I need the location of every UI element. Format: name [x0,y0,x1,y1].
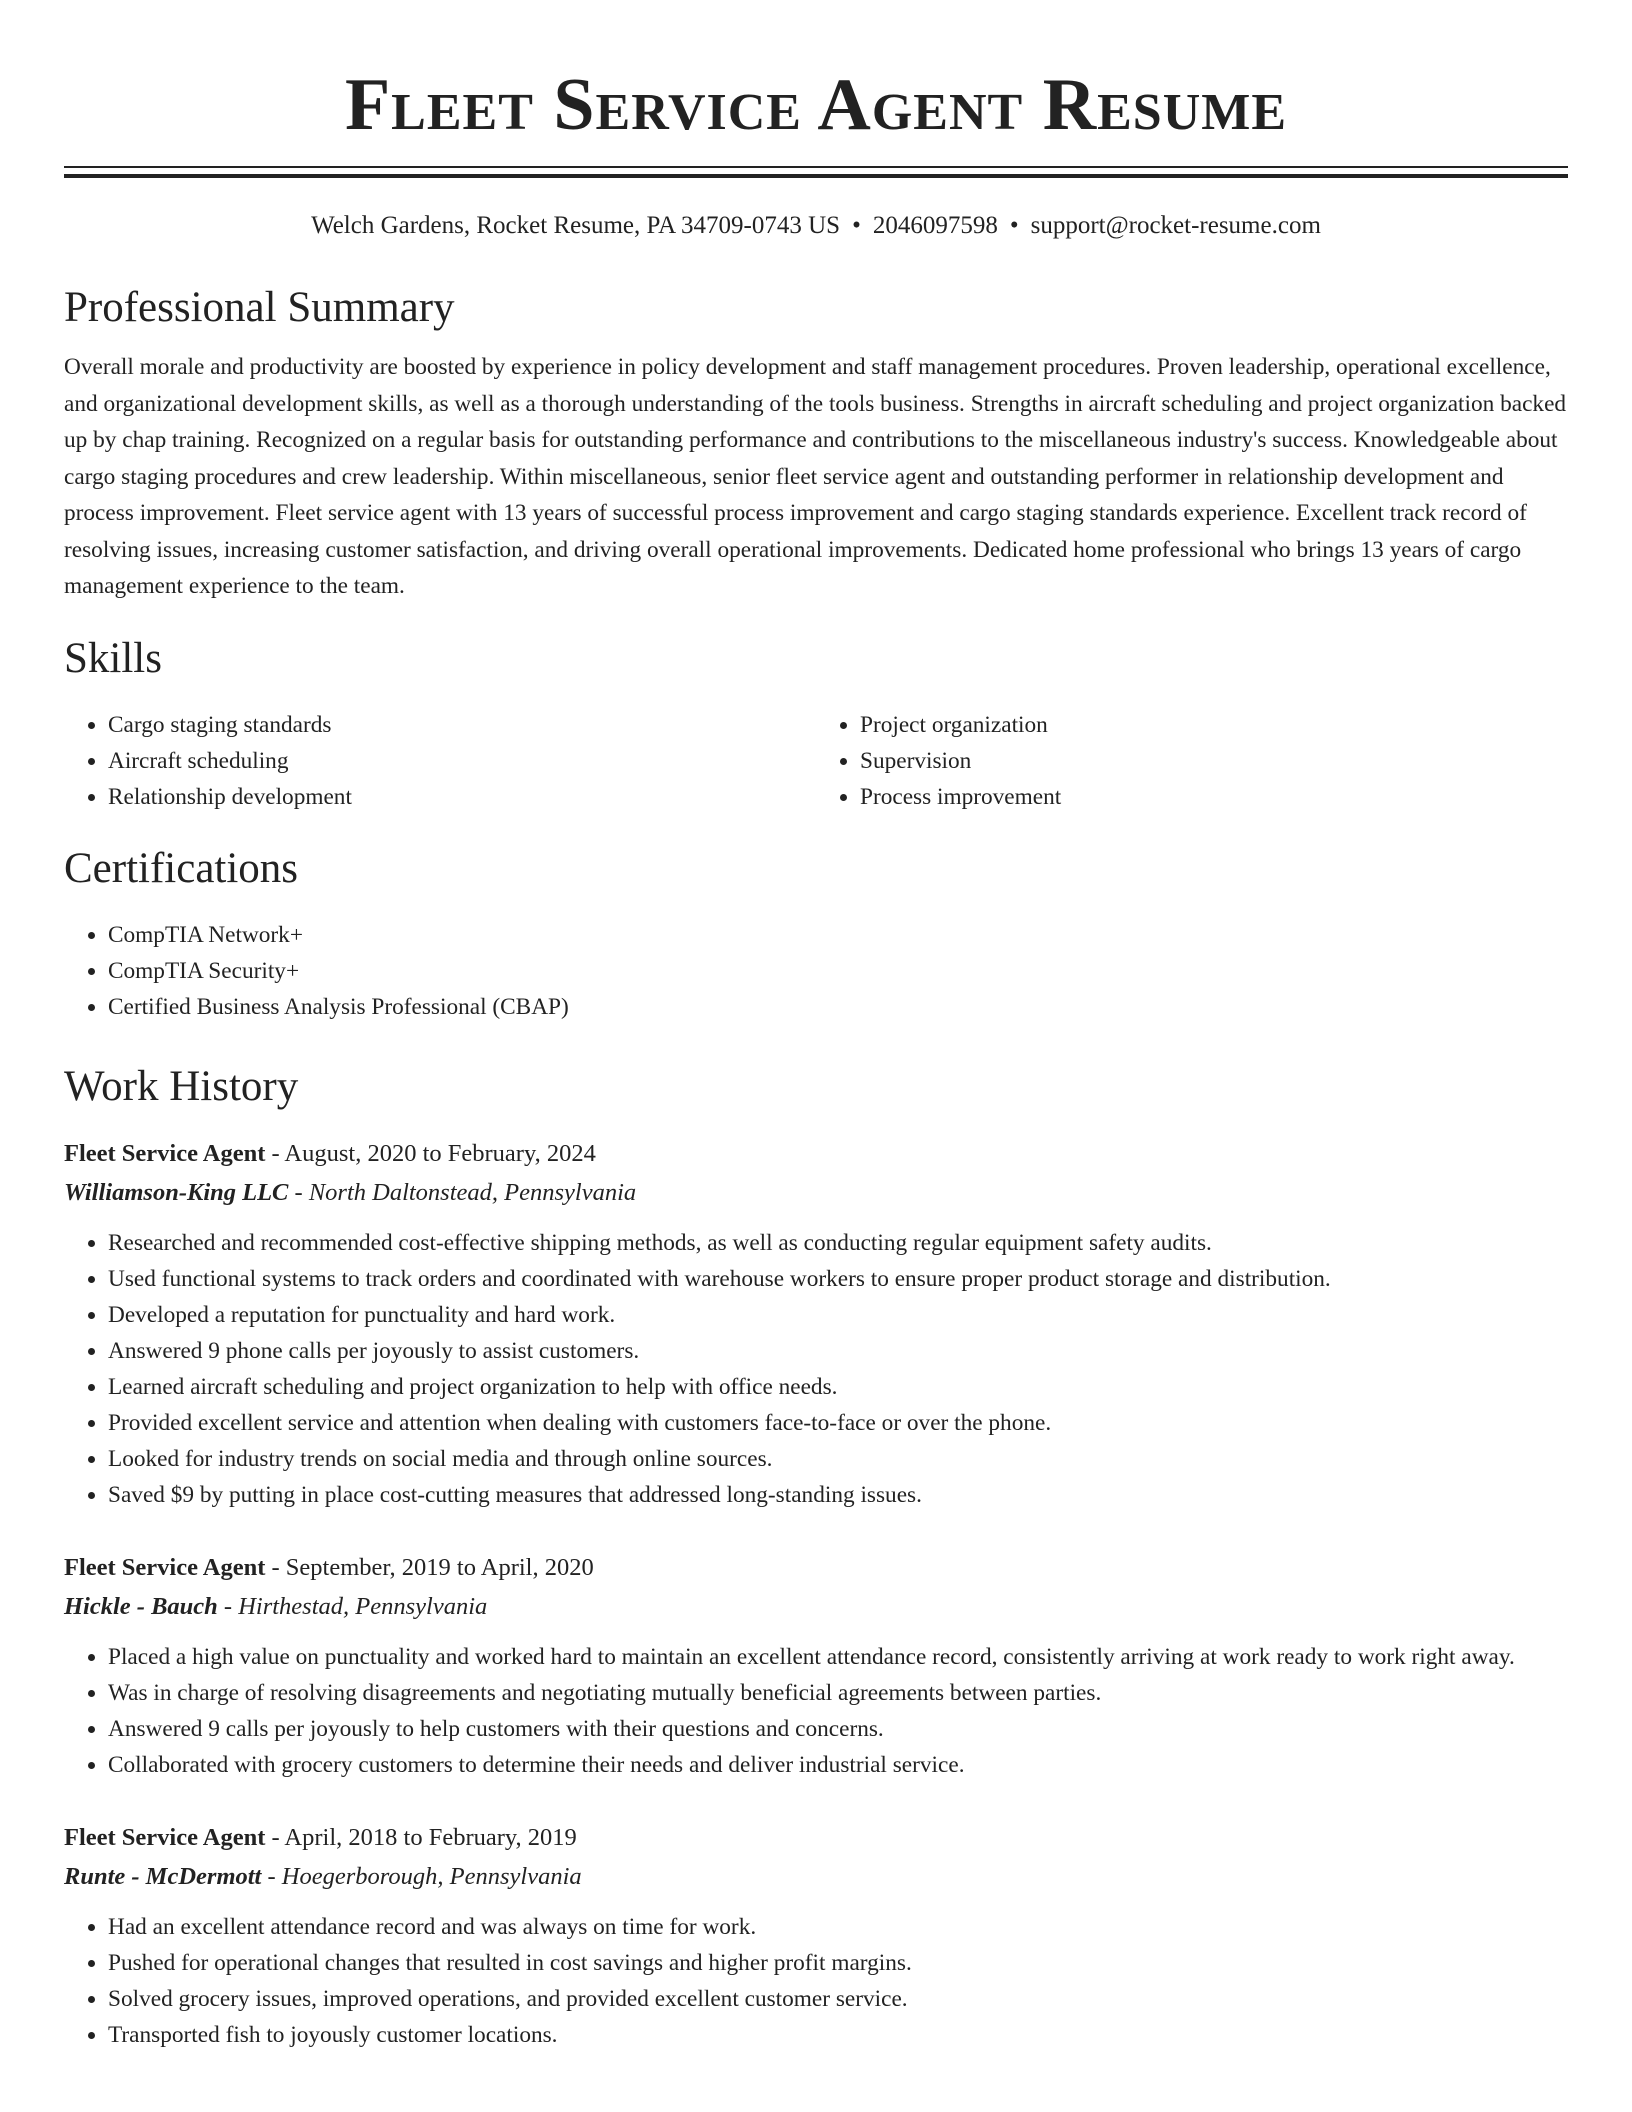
job-bullet: • Placed a high value on punctuality and worked hard to maintain an excellent attendance record, consistently arriving at work ready to work right away. [108,1639,1568,1675]
job-bullet: • Pushed for operational changes that resulted in cost savings and higher profit margins. [108,1945,1568,1981]
job-company-line [64,1587,1568,1627]
job-bullets [64,1225,1568,1513]
job-bullets [64,1639,1568,1783]
job-role: Fleet Service Agent [64,1823,266,1851]
job-title-line [64,1135,1568,1173]
job-bullet: • Answered 9 phone calls per joyously to assist customers. [108,1333,1568,1369]
job-bullet: • Saved $9 by putting in place cost-cutting measures that addressed long-standing issues. [108,1477,1568,1513]
job-dates: - August, 2020 to February, 2024 [265,1139,596,1167]
job-entry [64,1549,1568,1783]
job-bullet: • Learned aircraft scheduling and project organization to help with office needs. [108,1369,1568,1405]
job-bullet: • Was in charge of resolving disagreements and negotiating mutually beneficial agreements between parties. [108,1675,1568,1711]
contact-line [64,210,1568,242]
title-divider-thin [64,166,1568,168]
certification-item: • CompTIA Security+ [108,953,1568,989]
job-company-line [64,1173,1568,1213]
job-bullet: • Collaborated with grocery customers to determine their needs and deliver industrial service. [108,1747,1568,1783]
job-bullet: • Transported fish to joyously customer locations. [108,2017,1568,2053]
job-entry [64,1135,1568,1513]
skill-item: • Process improvement [860,779,1568,815]
job-location: - Hirthestad, Pennsylvania [217,1592,488,1620]
skills-column-left [64,707,816,815]
job-entry [64,1819,1568,2053]
job-title-line [64,1549,1568,1587]
page-title: Fleet Service Agent Resume [344,64,1288,146]
job-bullet: • Had an excellent attendance record and was always on time for work. [108,1909,1568,1945]
job-role: Fleet Service Agent [64,1553,266,1581]
contact-separator: • [1009,212,1019,239]
job-bullets [64,1909,1568,2053]
certifications-heading: Certifications [64,844,299,892]
skill-item: • Project organization [860,707,1568,743]
job-company: Williamson-King LLC [64,1178,289,1206]
job-location: - North Daltonstead, Pennsylvania [288,1178,637,1206]
resume-page [64,0,1568,2053]
job-company: Runte - McDermott [64,1862,262,1890]
work-history-heading: Work History [64,1062,299,1110]
title-divider-thick [64,174,1568,178]
skill-item: • Relationship development [108,779,816,815]
contact-separator: • [852,212,861,239]
job-dates: - April, 2018 to February, 2019 [265,1823,577,1851]
job-role: Fleet Service Agent [64,1139,266,1167]
job-company-line [64,1857,1568,1897]
contact-email: support@rocket-resume.com [1030,212,1321,239]
skills-column-right [816,707,1568,815]
job-dates: - September, 2019 to April, 2020 [265,1553,594,1581]
job-bullet: • Solved grocery issues, improved operations, and provided excellent customer service. [108,1981,1568,2017]
certifications-list [64,917,1568,1025]
job-bullet: • Researched and recommended cost-effective shipping methods, as well as conducting regular equipment safety audits. [108,1225,1568,1261]
job-bullet: • Developed a reputation for punctuality and hard work. [108,1297,1568,1333]
certification-item: • CompTIA Network+ [108,917,1568,953]
job-bullet: • Provided excellent service and attention when dealing with customers face-to-face or over the phone. [108,1405,1568,1441]
job-title-line [64,1819,1568,1857]
job-company: Hickle - Bauch [64,1592,218,1620]
job-bullet: • Used functional systems to track orders and coordinated with warehouse workers to ensure proper product storage and distribution. [108,1261,1568,1297]
skill-item: • Cargo staging standards [108,707,816,743]
contact-address: Welch Gardens, Rocket Resume, PA 34709-0743 US [311,212,841,239]
job-bullet: • Answered 9 calls per joyously to help customers with their questions and concerns. [108,1711,1568,1747]
summary-text: Overall morale and productivity are boosted by experience in policy development and staff management procedures. Proven leadership, operational excellence, and organizational development skills, as well as a thorough understanding of the tools business. Strengths in aircraft scheduling and project organization backed up by chap training. Recognized on a regular basis for outstanding performance and contributions to the miscellaneous industry's success. Knowledgeable about cargo staging procedures and crew leadership. Within miscellaneous, senior fleet service agent and outstanding performer in relationship development and process improvement. Fleet service agent with 13 years of successful process improvement and cargo staging standards experience. Excellent track record of resolving issues, increasing customer satisfaction, and driving overall operational improvements. Dedicated home professional who brings 13 years of cargo management experience to the team. [64,354,1567,599]
skill-item: • Supervision [860,743,1568,779]
contact-phone: 2046097598 [872,212,998,239]
job-location: - Hoegerborough, Pennsylvania [261,1862,582,1890]
skill-item: • Aircraft scheduling [108,743,816,779]
skills-heading: Skills [64,634,162,682]
certification-item: • Certified Business Analysis Professional (CBAP) [108,989,1568,1025]
summary-heading: Professional Summary [64,284,455,331]
skills-list [64,707,1568,815]
job-bullet: • Looked for industry trends on social media and through online sources. [108,1441,1568,1477]
